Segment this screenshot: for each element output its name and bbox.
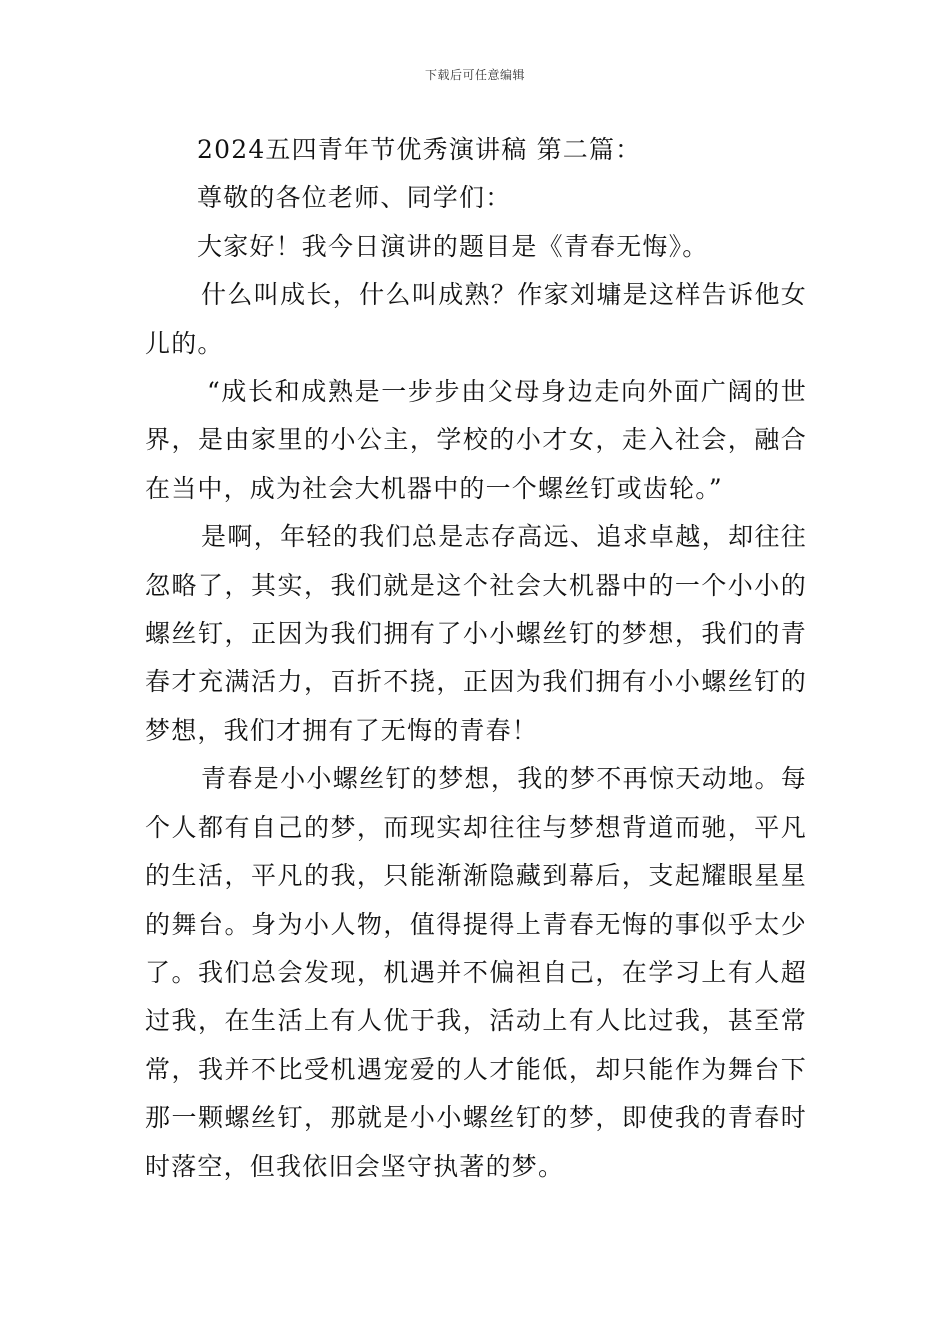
header-note: 下载后可任意编辑 bbox=[424, 68, 525, 82]
document-body bbox=[145, 126, 807, 1191]
document-title: 2024五四青年节优秀演讲稿 第二篇： bbox=[197, 135, 642, 164]
paragraph-1: 什么叫成长，什么叫成熟？作家刘墉是这样告诉他女儿的。 bbox=[145, 280, 807, 358]
greeting: 大家好！我今日演讲的题目是《青春无悔》。 bbox=[197, 231, 709, 261]
paragraph-3: 是啊，年轻的我们总是志存高远、追求卓越，却往往忽略了，其实，我们就是这个社会大机器中的一个小小的螺丝钉，正因为我们拥有了小小螺丝钉的梦想，我们的青春才充满活力，百折不挠，正因为我们拥有小小螺丝钉的梦想，我们才拥有了无悔的青春！ bbox=[145, 522, 807, 745]
paragraph-4: 青春是小小螺丝钉的梦想，我的梦不再惊天动地。每个人都有自己的梦，而现实却往往与梦想背道而驰，平凡的生活，平凡的我，只能渐渐隐藏到幕后，支起耀眼星星的舞台。身为小人物，值得提得上青春无悔的事似乎太少了。我们总会发现，机遇并不偏袒自己，在学习上有人超过我，在生活上有人优于我，活动上有人比过我，甚至常常，我并不比受机遇宠爱的人才能低，却只能作为舞台下那一颗螺丝钉，那就是小小螺丝钉的梦，即使我的青春时时落空，但我依旧会坚守执著的梦。 bbox=[145, 764, 807, 1181]
paragraph-2-quote: “成长和成熟是一步步由父母身边走向外面广阔的世界，是由家里的小公主，学校的小才女，走入社会，融合在当中，成为社会大机器中的一个螺丝钉或齿轮。” bbox=[145, 377, 807, 503]
salutation: 尊敬的各位老师、同学们： bbox=[197, 183, 512, 213]
